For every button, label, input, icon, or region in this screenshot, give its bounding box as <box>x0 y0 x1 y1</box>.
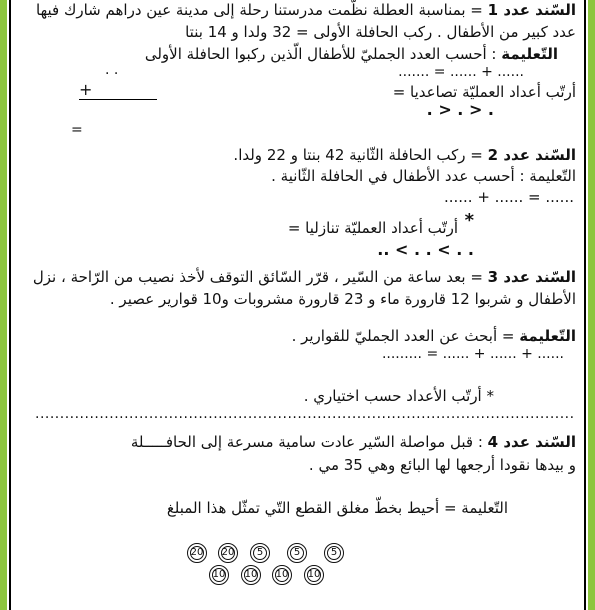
section1-plus-sign: + <box>79 80 93 99</box>
section3-line2: الأطفال و شربوا 12 قارورة ماء و 23 قارورة مشروبات و10 قوارير عصير . <box>109 290 576 308</box>
section4-line2: و بيدها نقودا أرجعها لها البائع وهي 35 مي . <box>308 456 576 474</box>
section4-label: السّند عدد 4 <box>487 433 576 451</box>
row2-coin-10: 10 <box>272 565 292 585</box>
row1-coin-5: 5 <box>250 543 270 563</box>
section1-task <box>145 44 558 64</box>
row2-coin-10: 10 <box>209 565 229 585</box>
section2-order-instruction: أرتّب أعداد العمليّة تنازليا = <box>287 219 458 237</box>
row1-coin-20: 20 <box>218 543 238 563</box>
section4-text1: : قبل مواصلة السّير عادت سامية مسرعة إلى الحافـــــلة <box>130 433 483 451</box>
row2-coin-10: 10 <box>241 565 261 585</box>
section2-line <box>233 145 576 165</box>
section1-label: السّند عدد 1 <box>487 1 576 19</box>
row1-coin-5: 5 <box>287 543 307 563</box>
section3-answer-dotline: ............................................................................................................. <box>35 406 575 422</box>
row1-coin-5: 5 <box>324 543 344 563</box>
section2-text: = ركب الحافلة الثّانية 42 بنتا و 22 ولدا. <box>233 146 483 164</box>
section3-task-text: = أبحث عن العدد الجمليّ للقوارير . <box>291 327 515 345</box>
section3-task <box>292 326 576 346</box>
section1-order-instruction: أرتّب أعداد العمليّة تصاعديا = <box>392 83 576 101</box>
section3-label: السّند عدد 3 <box>487 268 576 286</box>
section1-equals: = <box>71 122 83 138</box>
row2-coin-10: 10 <box>304 565 324 585</box>
section4-task: التّعليمة = أحيط بخطّ مغلق القطع التّي تمثّل هذا المبلغ <box>166 499 508 517</box>
section3-order-instruction: * أرتّب الأعداد حسب اختياري . <box>303 387 494 405</box>
row1-coin-20: 20 <box>187 543 207 563</box>
section1-blank-operation: ....... = ...... + ...... <box>398 64 524 80</box>
section2-label: السّند عدد 2 <box>487 146 576 164</box>
section3-task-label: التّعليمة <box>519 327 576 345</box>
section2-star: * <box>464 210 474 231</box>
section3-text1: = بعد ساعة من السّير ، قرّر السّائق التوقف لأخذ نصيب من الرّاحة ، نزل <box>32 268 483 286</box>
section1-order-signs: . > . > . <box>426 100 494 119</box>
section2-blank-operation: ...... + ...... = ...... <box>443 188 574 206</box>
section1-task-text: : أحسب العدد الجمليّ للأطفال الّذين ركبوا الحافلة الأولى <box>144 45 497 63</box>
section4-line1 <box>131 432 576 452</box>
right-border-bar <box>588 0 595 610</box>
section1-text1: = بمناسبة العطلة نظّمت مدرستنا رحلة إلى مدينة عين دراهم شارك فيها <box>36 1 483 19</box>
section3-line1 <box>33 267 576 287</box>
worksheet-page <box>9 0 586 610</box>
section3-blank-operation: ......... = ...... + ...... + ...... <box>381 346 564 362</box>
section2-task: التّعليمة : أحسب عدد الأطفال في الحافلة الثّانية . <box>271 167 576 185</box>
section1-column-dots: . . <box>105 62 119 78</box>
left-border-bar <box>0 0 7 610</box>
section1-line2: عدد كبير من الأطفال . ركب الحافلة الأولى = 32 ولدا و 14 بنتا <box>185 23 576 41</box>
section2-order-signs: .. < . . < . . <box>377 240 474 259</box>
section1-task-label: التّعليمة <box>501 45 558 63</box>
section1-sum-line <box>79 99 157 100</box>
section1-line1 <box>36 0 576 20</box>
